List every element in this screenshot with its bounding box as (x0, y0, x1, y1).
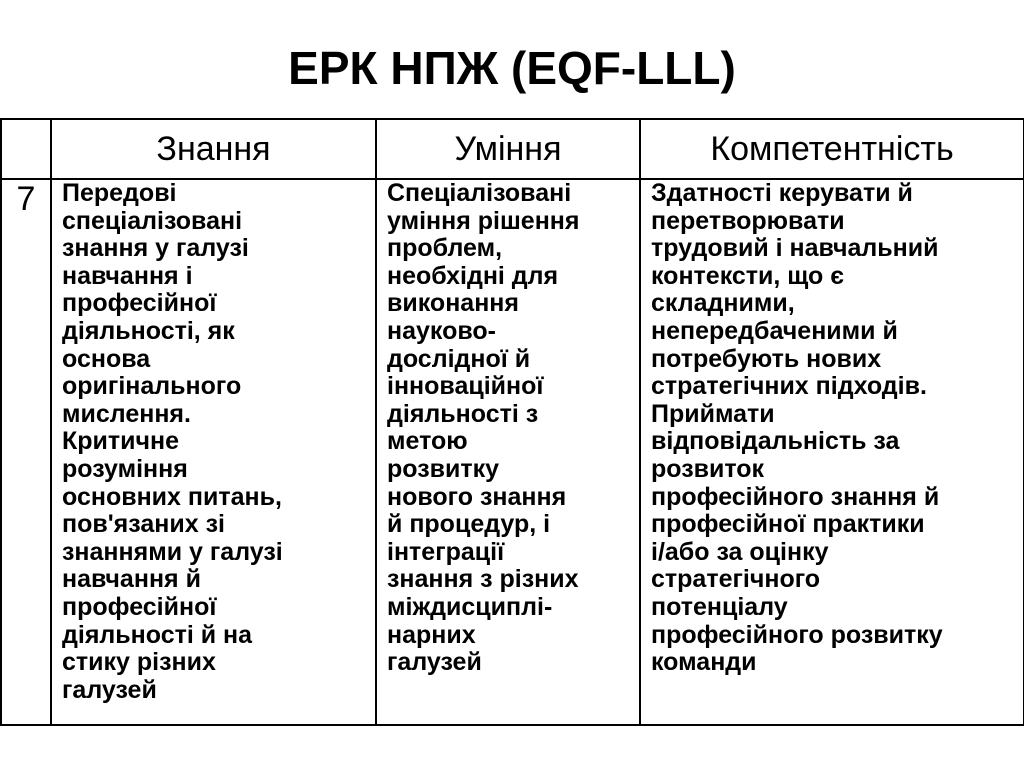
header-competence: Компетентність (640, 119, 1024, 179)
table-header-row (1, 119, 1024, 179)
eqf-table (0, 118, 1024, 726)
table-row (1, 179, 1024, 725)
knowledge-cell: Передові спеціалізовані знання у галузі навчання і професійної діяльності, як основа оригінального мислення. Критичне розуміння основних питань, пов'язаних зі знаннями у галузі навчання й професійної діяльності й на стику різних галузей (51, 179, 376, 725)
skills-cell: Спеціалізовані уміння рішення проблем, необхідні для виконання науково- дослідної й інноваційної діяльності з метою розвитку нового знання й процедур, і інтеграції знання з різних міждисциплі- нарних галузей (376, 179, 640, 725)
header-skills: Уміння (376, 119, 640, 179)
competence-cell: Здатності керувати й перетворювати трудовий і навчальний контексти, що є складними, непередбаченими й потребують нових стратегічних підходів. Приймати відповідальність за розвиток професійного знання й професійної практики і/або за оцінку стратегічного потенціалу професійного розвитку команди (640, 179, 1024, 725)
header-knowledge: Знання (51, 119, 376, 179)
header-level (1, 119, 51, 179)
page-title: ЕРК НПЖ (EQF-LLL) (288, 42, 736, 94)
level-cell: 7 (1, 179, 51, 725)
